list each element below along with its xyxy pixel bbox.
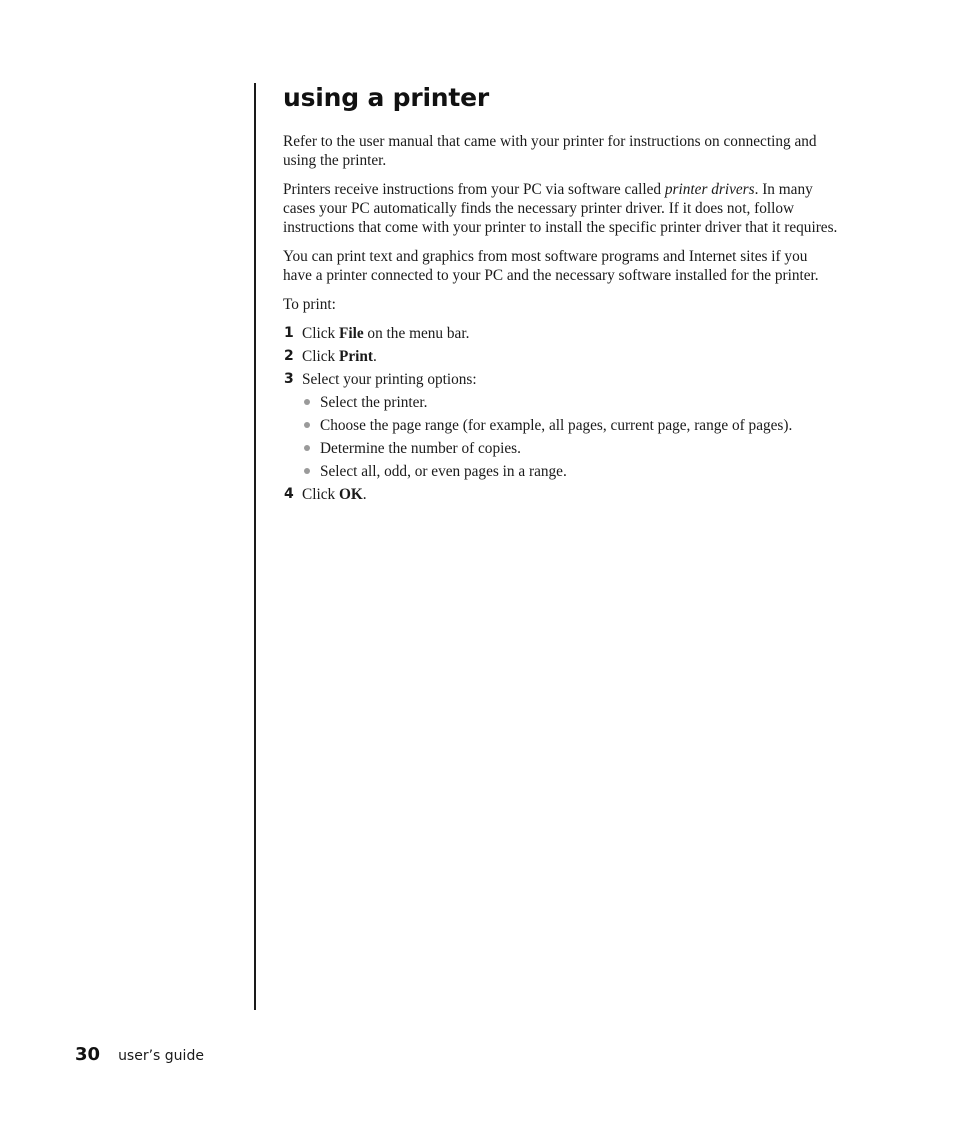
option-text: Choose the page range (for example, all pages, current page, range of pages). [320,417,793,434]
intro-paragraph: Refer to the user manual that came with your printer for instructions on connecting and using the printer. [283,133,817,169]
step-number: 1 [284,325,294,341]
step-4 [283,485,839,504]
step-text: Select your printing options: [302,371,477,388]
step-text: Click [302,325,339,342]
page-footer [75,1044,204,1065]
bullet-icon [304,468,310,474]
option-text: Select the printer. [320,394,428,411]
button-term-ok: OK [338,486,363,503]
option-text: Select all, odd, or even pages in a range. [320,463,567,480]
bullet-icon [304,399,310,405]
step-text: . [372,348,377,365]
drivers-text-end: . In many cases your PC automatically finds the necessary printer driver. If it does not, follow instructions that come with your printer to install the specific printer driver that it requires. [283,181,838,236]
step-number: 2 [284,348,294,364]
step-3 [283,370,839,481]
guide-label: user’s guide [118,1048,204,1064]
step-text: Click [302,486,339,503]
menu-term-file: File [338,325,364,342]
step-number: 3 [284,371,294,387]
margin-rule [254,83,256,1010]
page-title: using a printer [283,83,490,112]
step-1 [283,324,839,343]
option-text: Determine the number of copies. [320,440,521,457]
printing-paragraph: You can print text and graphics from most software programs and Internet sites if you have a printer connected to your PC and the necessary software installed for the printer. [283,248,819,284]
steps-list [283,324,839,504]
drivers-paragraph [283,180,839,237]
page-content [283,82,839,508]
list-item [302,462,839,481]
drivers-text-start: Printers receive instructions from your PC via software called [283,181,665,198]
page-number: 30 [75,1044,101,1065]
step-text: Click [302,348,339,365]
step-text: . [362,486,367,503]
drivers-term: printer drivers [664,181,755,198]
to-print-label: To print: [283,296,336,313]
list-item [302,439,839,458]
step-2 [283,347,839,366]
menu-term-print: Print [338,348,373,365]
options-list [302,393,839,481]
list-item [302,393,839,412]
step-number: 4 [284,486,294,502]
bullet-icon [304,422,310,428]
list-item [302,416,839,435]
bullet-icon [304,445,310,451]
step-text: on the menu bar. [363,325,470,342]
